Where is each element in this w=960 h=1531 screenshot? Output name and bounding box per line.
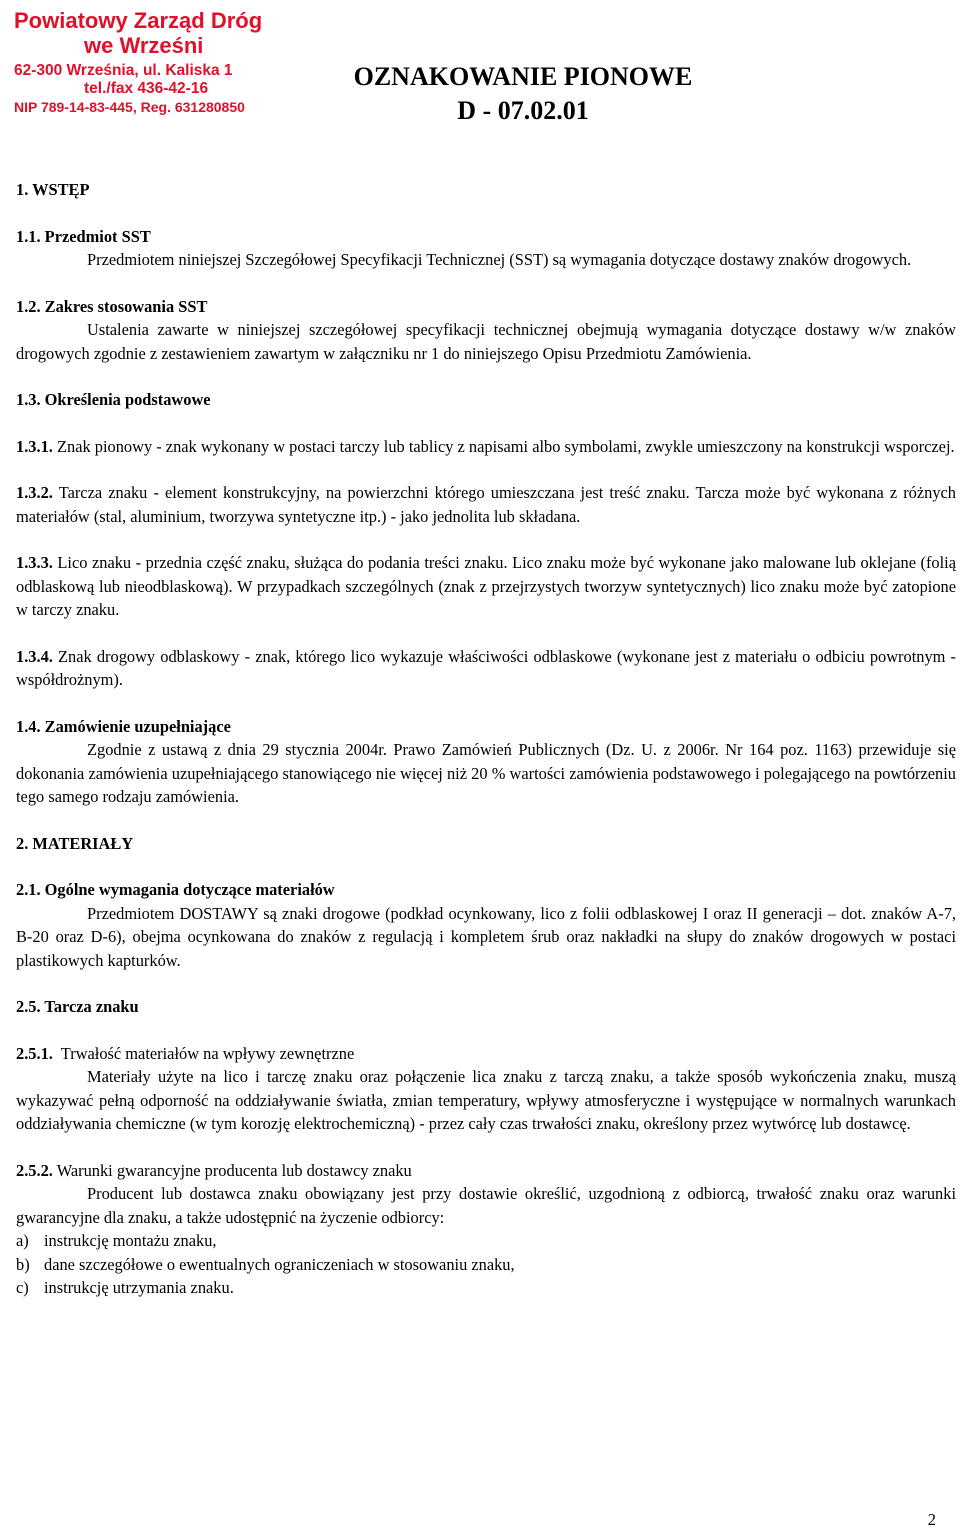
list-text: instrukcję utrzymania znaku. bbox=[44, 1278, 234, 1297]
subsection-number: 2.5.2. bbox=[16, 1160, 53, 1180]
definition-number: 1.3.3. bbox=[16, 553, 53, 572]
definition-number: 1.3.2. bbox=[16, 483, 53, 502]
company-stamp bbox=[14, 8, 286, 116]
stamp-line: Powiatowy Zarząd Dróg bbox=[14, 8, 263, 33]
stamp-line: 62-300 Września, ul. Kaliska 1 bbox=[14, 62, 233, 79]
subsection-title: Trwałość materiałów na wpływy zewnętrzne bbox=[60, 1043, 355, 1063]
definition-text: Znak drogowy odblaskowy - znak, którego lico wykazuje właściwości odblaskowe (wykonane jest z materiału o odbiciu powrotnym - współdrożnym). bbox=[16, 646, 956, 689]
list-text: instrukcję montażu znaku, bbox=[44, 1231, 217, 1250]
subsection-heading: 1.1. Przedmiot SST bbox=[16, 226, 151, 246]
subsection-number: 2.5.1. bbox=[16, 1043, 53, 1063]
list-marker: a) bbox=[16, 1231, 29, 1250]
stamp-line: NIP 789-14-83-445, Reg. 631280850 bbox=[14, 99, 245, 115]
subsection-heading: 1.2. Zakres stosowania SST bbox=[16, 296, 208, 316]
definition-text: Znak pionowy - znak wykonany w postaci tarczy lub tablicy z napisami albo symbolami, zwykle umieszczony na konstrukcji wsporczej. bbox=[57, 436, 955, 456]
definition bbox=[16, 551, 956, 622]
document-code: D - 07.02.01 bbox=[457, 96, 589, 125]
paragraph: Przedmiotem DOSTAWY są znaki drogowe (podkład ocynkowany, lico z folii odblaskowej I oraz II generacji – dot. znaków A-7, B-20 oraz D-6), obejma ocynkowana do znaków z regulacją i kompletem śrub oraz nakładki na słupy do znaków drogowych w postaci plastikowych kapturków. bbox=[16, 903, 956, 970]
document-title-line: OZNAKOWANIE PIONOWE bbox=[353, 62, 693, 91]
stamp-line: tel./fax 436-42-16 bbox=[84, 80, 209, 97]
subsection-heading: 2.5. Tarcza znaku bbox=[16, 997, 139, 1016]
list-text: dane szczegółowe o ewentualnych ograniczeniach w stosowaniu znaku, bbox=[44, 1254, 515, 1274]
subsection-heading: 2.1. Ogólne wymagania dotyczące materiałów bbox=[16, 880, 335, 899]
sub-subsection-heading bbox=[16, 1042, 956, 1066]
list-marker: c) bbox=[16, 1278, 29, 1297]
definition-number: 1.3.1. bbox=[16, 436, 53, 456]
requirements-list bbox=[16, 1229, 956, 1300]
list-item bbox=[16, 1253, 956, 1277]
page-number: 2 bbox=[927, 1510, 936, 1529]
subsection-title: Warunki gwarancyjne producenta lub dostawcy znaku bbox=[56, 1160, 412, 1180]
section-heading: 2. MATERIAŁY bbox=[16, 833, 134, 853]
list-item bbox=[16, 1229, 956, 1253]
definition-text: Lico znaku - przednia część znaku, służąca do podania treści znaku. Lico znaku może być wykonane jako malowane lub oklejane (folią odblaskową lub nieodblaskową). W przypadkach szczególnych (znak z przejrzystych tworzyw syntetycznych) lico znaku może być zatopione w tarczy znaku. bbox=[16, 553, 956, 619]
definition bbox=[16, 435, 956, 459]
section-heading: 1. WSTĘP bbox=[16, 180, 90, 199]
definition-text: Tarcza znaku - element konstrukcyjny, na powierzchni którego umieszczana jest treść znaku. Tarcza może być wykonana z różnych materiałów (stal, aluminium, tworzywa syntetyczne itp.) - jako jednolita lub składana. bbox=[16, 483, 956, 526]
paragraph: Zgodnie z ustawą z dnia 29 stycznia 2004r. Prawo Zamówień Publicznych (Dz. U. z 2006r. Nr 164 poz. 1163) przewiduje się dokonania zamówienia uzupełniającego stanowiącego nie więcej niż 20 % wartości zamówienia podstawowego i polegającego na powtórzeniu tego samego rodzaju zamówienia. bbox=[16, 740, 956, 806]
document-body bbox=[16, 178, 956, 1300]
list-marker: b) bbox=[16, 1254, 30, 1274]
stamp-line: we Wrześni bbox=[84, 33, 204, 58]
paragraph: Producent lub dostawca znaku obowiązany jest przy dostawie określić, uzgodnioną z odbiorcą, trwałość znaku oraz warunki gwarancyjne dla znaku, a także udostępnić na życzenie odbiorcy: bbox=[16, 1184, 956, 1227]
paragraph: Ustalenia zawarte w niniejszej szczegółowej specyfikacji technicznej obejmują wymagania dotyczące dostawy w/w znaków drogowych zgodnie z zestawieniem zawartym w załączniku nr 1 do niniejszego Opisu Przedmiotu Zamówienia. bbox=[16, 320, 956, 363]
paragraph: Materiały użyte na lico i tarczę znaku oraz połączenie lica znaku z tarczą znaku, a także sposób wykończenia znaku, muszą wykazywać pełną odporność na oddziaływanie światła, zmian temperatury, wpływy atmosferyczne i występujące w normalnych warunkach oddziaływania chemiczne (w tym korozję elektrochemiczną) - przez cały czas trwałości znaku, określony przez wytwórcę lub dostawcę. bbox=[16, 1067, 956, 1133]
list-item bbox=[16, 1276, 956, 1300]
subsection-heading: 1.4. Zamówienie uzupełniające bbox=[16, 716, 231, 736]
definition bbox=[16, 481, 956, 528]
definition-number: 1.3.4. bbox=[16, 646, 53, 666]
document-title bbox=[290, 60, 756, 128]
definition bbox=[16, 645, 956, 692]
sub-subsection-heading bbox=[16, 1159, 956, 1183]
subsection-heading: 1.3. Określenia podstawowe bbox=[16, 390, 211, 409]
paragraph: Przedmiotem niniejszej Szczegółowej Specyfikacji Technicznej (SST) są wymagania dotyczące dostawy znaków drogowych. bbox=[87, 250, 912, 269]
